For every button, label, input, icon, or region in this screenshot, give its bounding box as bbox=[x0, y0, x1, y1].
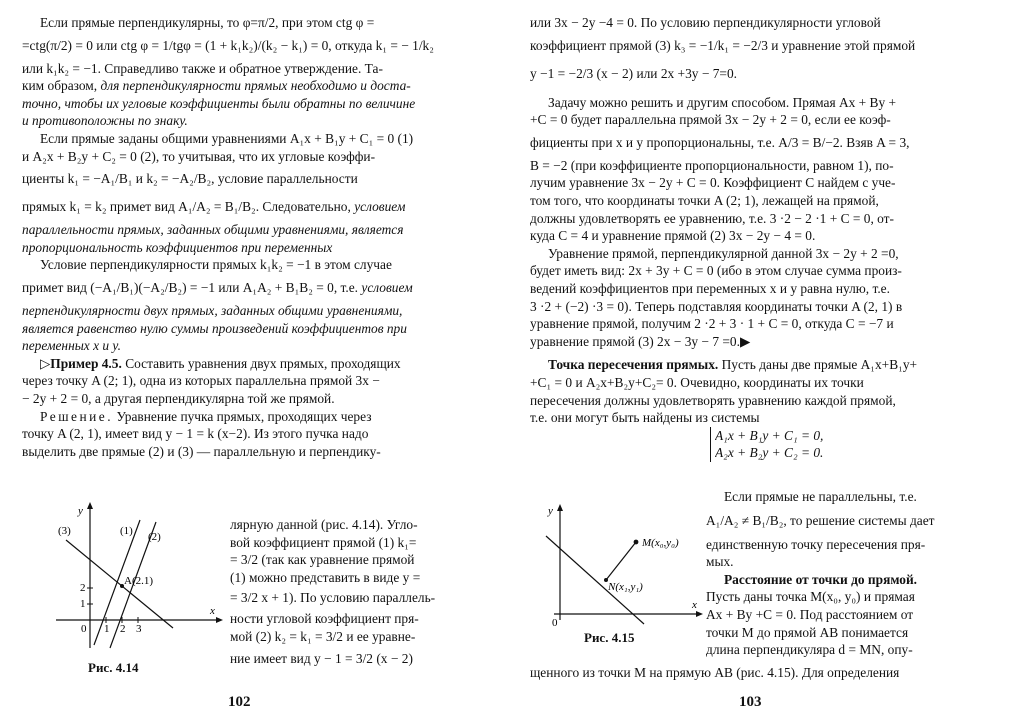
rule-perp-general-line: перпендикулярности двух прямых, заданных общими уравнениями, bbox=[22, 302, 403, 318]
system-equation-1: A₁x + B₁y + C₁ = 0, bbox=[715, 427, 824, 443]
text-line: ности угловой коэффициент пря- bbox=[230, 611, 419, 627]
equation-system bbox=[710, 427, 823, 462]
text-line-formula: y −1 = −2/3 (x − 2) или 2x +3y − 7=0. bbox=[530, 65, 738, 81]
label-line-2: (2) bbox=[148, 531, 161, 543]
text-line: лучим уравнение 3x − 2y + C = 0. Коэффициент C найдем с уче- bbox=[530, 175, 896, 191]
figure-caption-4-15: Рис. 4.15 bbox=[584, 630, 635, 645]
text-fragment: ким образом, bbox=[22, 78, 98, 94]
text-line: щенного из точки M на прямую AB (рис. 4.15). Для определения bbox=[530, 665, 900, 680]
label-line-1: (1) bbox=[120, 525, 133, 537]
text-line: Уравнение прямой, перпендикулярной данной 3x − 2y + 2 =0, bbox=[548, 245, 899, 261]
tick-label: 2 bbox=[80, 582, 86, 594]
text-line bbox=[22, 408, 460, 426]
text-line: Задачу можно решить и другим способом. Прямая Ax + By + bbox=[548, 94, 897, 110]
x-axis-arrow-icon bbox=[216, 617, 223, 623]
text-line-formula: циенты k₁ = −A₁/B₁ и k₂ = −A₂/B₂, условие параллельности bbox=[22, 171, 358, 187]
figure-4-14-graph bbox=[48, 500, 223, 650]
page-number: 102 bbox=[228, 694, 251, 710]
distance-heading: Расстояние от точки до прямой. bbox=[724, 571, 918, 587]
rule-perp-general-line: является равенство нулю суммы произведений коэффициентов при bbox=[22, 320, 407, 336]
rule-parallel: условием bbox=[354, 199, 406, 215]
text-line: − 2y + 2 = 0, а другая перпендикулярна той же прямой. bbox=[22, 390, 335, 406]
text-line: = 3/2 (так как уравнение прямой bbox=[230, 552, 415, 568]
text-line: Пусть даны точка M(x₀, y₀) и прямая bbox=[706, 589, 915, 605]
text-line: Если прямые не параллельны, т.е. bbox=[724, 489, 917, 504]
text-line-formula: A₁/A₂ ≠ B₁/B₂, то решение системы дает bbox=[706, 512, 935, 528]
text-line: том того, что координаты точки A (2; 1), лежащей на прямой, bbox=[530, 192, 879, 208]
text-line: = 3/2 x + 1). По условию параллель- bbox=[230, 590, 436, 606]
text-line-formula: фициенты при x и y пропорциональны, т.е. A/3 = B/−2. Взяв A = 3, bbox=[530, 134, 910, 150]
y-axis-arrow-icon bbox=[557, 504, 563, 511]
text-line: уравнение прямой, получим 2 ·2 + 3 · 1 + C = 0, откуда C = −7 и bbox=[530, 316, 894, 332]
rule-perpendicular-line: точно, чтобы их угловые коэффициенты были обратны по величине bbox=[22, 95, 416, 111]
text-line: или 3x − 2y −4 = 0. По условию перпендикулярности угловой bbox=[530, 15, 881, 30]
point-m bbox=[634, 540, 639, 545]
text-fragment: Составить уравнения двух прямых, проходящих bbox=[125, 355, 401, 371]
figure-4-15 bbox=[536, 496, 706, 626]
label-point-m: M(x₀,y₀) bbox=[642, 537, 679, 549]
text-fragment: Уравнение пучка прямых, проходящих через bbox=[116, 408, 372, 424]
rule-perp-general-line: переменных x и y. bbox=[22, 338, 121, 354]
label-line-3: (3) bbox=[58, 525, 71, 537]
text-line: мых. bbox=[706, 554, 734, 570]
text-line: выделить две прямые (2) и (3) — параллельную и перпендику- bbox=[22, 443, 381, 459]
text-line: мой (2) k₂ = k₁ = 3/2 и ее уравне- bbox=[230, 628, 416, 644]
text-line-formula bbox=[22, 274, 460, 302]
text-line: точку A (2, 1), имеет вид y − 1 = k (x−2). Из этого пучка надо bbox=[22, 426, 369, 442]
system-equation-2: A₂x + B₂y + C₂ = 0. bbox=[715, 445, 824, 461]
text-line: лярную данной (рис. 4.14). Угло- bbox=[230, 517, 418, 532]
x-axis-arrow-icon bbox=[696, 611, 703, 617]
text-fragment: примет вид (−A₁/B₁)(−A₂/B₂) = −1 или A₁A₂ + B₁B₂ = 0, т.е. bbox=[22, 279, 359, 295]
text-line: пересечения должны удовлетворять уравнению каждой прямой, bbox=[530, 392, 896, 408]
y-axis-arrow-icon bbox=[87, 502, 93, 509]
text-line: Если прямые заданы общими уравнениями A₁x + B₁y + C₁ = 0 (1) bbox=[40, 130, 414, 146]
text-line: Ax + By +C = 0. Под расстоянием от bbox=[706, 606, 914, 622]
figure-4-14 bbox=[48, 500, 223, 650]
axis-label-x: x bbox=[210, 605, 215, 617]
figure-wrap-text-left bbox=[230, 516, 470, 672]
solution-label: Решение. bbox=[40, 408, 114, 424]
text-line: и A₂x + B₂y + C₂ = 0 (2), то учитывая, что их угловые коэффи- bbox=[22, 148, 376, 164]
figure-4-15-graph bbox=[536, 496, 706, 626]
axis-label-x: x bbox=[692, 599, 697, 611]
axis-label-y: y bbox=[548, 505, 553, 517]
label-point-a: A(2.1) bbox=[124, 575, 154, 587]
tick-label: 1 bbox=[80, 598, 86, 610]
example-label: ▷Пример 4.5. bbox=[40, 355, 122, 371]
rule-perpendicular: для перпендикулярности прямых необходимо и доста- bbox=[100, 78, 411, 94]
tick-label: 2 bbox=[120, 623, 126, 635]
text-line: +C = 0 будет параллельна прямой 3x − 2y + 2 = 0, если ее коэф- bbox=[530, 112, 891, 128]
text-line: должны удовлетворять ее уравнению, т.е. 3 ·2 − 2 ·1 + C = 0, от- bbox=[530, 210, 894, 226]
rule-parallel-line: параллельности прямых, заданных общими уравнениями, является bbox=[22, 222, 404, 238]
text-line bbox=[22, 77, 460, 95]
text-line: будет иметь вид: 2x + 3y + C = 0 (ибо в этом случае сумма произ- bbox=[530, 263, 902, 279]
tick-label: 0 bbox=[552, 617, 558, 626]
text-line: Если прямые перпендикулярны, то φ=π/2, при этом ctg φ = bbox=[40, 15, 375, 30]
line-ab bbox=[546, 536, 644, 624]
text-line: +C₁ = 0 и A₂x+B₂y+C₂= 0. Очевидно, координаты их точки bbox=[530, 374, 864, 390]
text-fragment: прямых k₁ = k₂ примет вид A₁/A₂ = B₁/B₂. Следовательно, bbox=[22, 199, 351, 215]
text-line: ние имеет вид y − 1 = 3/2 (x − 2) bbox=[230, 650, 413, 666]
text-line: через точку A (2; 1), одна из которых параллельна прямой 3x − bbox=[22, 373, 380, 389]
text-line: 3 ·2 + (−2) ·3 = 0). Теперь подставляя координаты точки A (2, 1) в bbox=[530, 298, 903, 314]
label-point-n: N(x₁,y₁) bbox=[608, 581, 643, 593]
intersection-heading: Точка пересечения прямых. bbox=[548, 357, 719, 373]
figure-wrap-text-right bbox=[706, 488, 968, 659]
text-line: т.е. они могут быть найдены из системы bbox=[530, 410, 760, 426]
text-line: ведений коэффициентов при переменных x и y равна нулю, т.е. bbox=[530, 280, 890, 296]
text-fragment: Пусть даны две прямые A₁x+B₁y+ bbox=[721, 357, 918, 373]
text-line: единственную точку пересечения пря- bbox=[706, 536, 926, 552]
text-line-formula: коэффициент прямой (3) k₃ = −1/k₁ = −2/3 и уравнение этой прямой bbox=[530, 37, 916, 53]
page-number: 103 bbox=[739, 694, 762, 710]
tick-label: 3 bbox=[136, 623, 142, 635]
text-line bbox=[22, 355, 460, 373]
tick-label: 1 bbox=[104, 623, 110, 635]
text-line: уравнение прямой (3) 2x − 3y − 7 =0.▶ bbox=[530, 333, 751, 349]
text-line: (1) можно представить в виде y = bbox=[230, 569, 421, 585]
figure-caption-4-14: Рис. 4.14 bbox=[88, 660, 139, 675]
text-line-formula bbox=[22, 193, 460, 221]
axis-label-y: y bbox=[78, 505, 83, 517]
text-line: Условие перпендикулярности прямых k₁k₂ = −1 в этом случае bbox=[40, 257, 392, 273]
text-line: длина перпендикуляра d = MN, опу- bbox=[706, 642, 913, 658]
text-line: B = −2 (при коэффициенте пропорциональности, равном 1), по- bbox=[530, 157, 894, 173]
text-line: точки M до прямой AB понимается bbox=[706, 624, 909, 640]
text-line: вой коэффициент прямой (1) k₁= bbox=[230, 534, 417, 550]
perpendicular-mn bbox=[606, 542, 636, 580]
text-line: куда C = 4 и уравнение прямой (2) 3x − 2y − 4 = 0. bbox=[530, 228, 816, 244]
text-line-formula: =ctg(π/2) = 0 или ctg φ = 1/tgφ = (1 + k₁k₂)/(k₂ − k₁) = 0, откуда k₁ = − 1/k₂ bbox=[22, 37, 434, 53]
tick-label: 0 bbox=[81, 623, 87, 635]
rule-perp-general: условием bbox=[361, 279, 413, 295]
rule-parallel-line: пропорциональность коэффициентов при переменных bbox=[22, 239, 333, 255]
text-line bbox=[530, 356, 976, 374]
rule-perpendicular-line: и противоположны по знаку. bbox=[22, 113, 188, 129]
text-line: или k₁k₂ = −1. Справедливо также и обратное утверждение. Та- bbox=[22, 60, 383, 76]
